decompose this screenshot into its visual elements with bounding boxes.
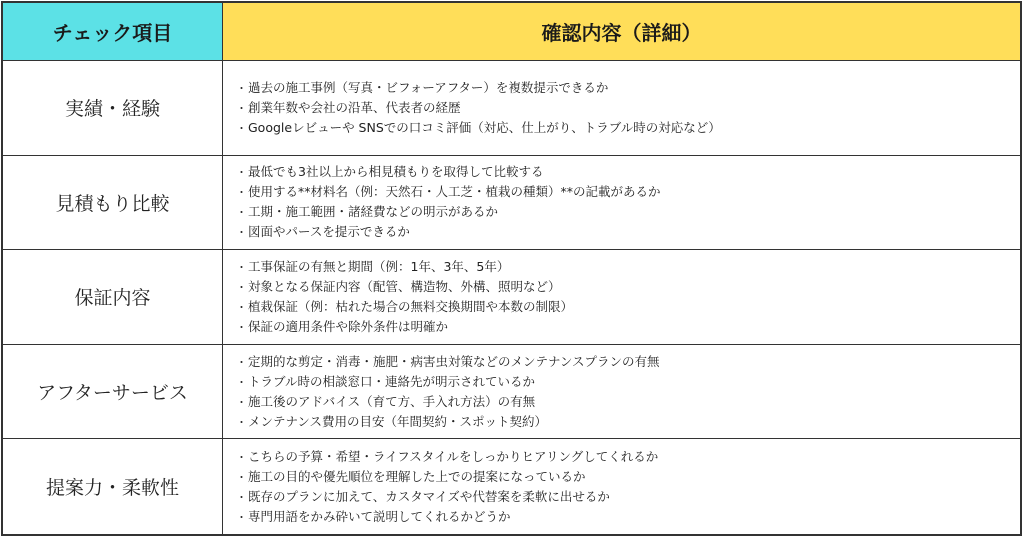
detail-item: ・ 創業年数や会社の沿革、代表者の経歴	[236, 98, 721, 118]
detail-item: ・ こちらの予算・希望・ライフスタイルをしっかりヒアリングしてくれるか	[236, 447, 658, 467]
row-details-after-service	[223, 345, 1020, 440]
detail-item: ・ 施工後のアドバイス（育て方、手入れ方法）の有無	[236, 392, 660, 412]
row-label: 見積もり比較	[55, 192, 170, 215]
row-label: アフターサービス	[37, 382, 188, 405]
detail-item: ・ 工期・施工範囲・諸経費などの明示があるか	[236, 202, 661, 222]
row-label-after-service	[3, 345, 223, 440]
detail-list	[236, 257, 573, 337]
detail-item: ・ 定期的な剪定・消毒・施肥・病害虫対策などのメンテナンスプランの有無	[236, 352, 660, 372]
detail-item: ・ 過去の施工事例（写真・ビフォーアフター）を複数提示できるか	[236, 78, 721, 98]
detail-item: ・ 専門用語をかみ砕いて説明してくれるかどうか	[236, 507, 658, 527]
row-label-estimate	[3, 156, 223, 251]
detail-item: ・ 工事保証の有無と期間（例：1年、3年、5年）	[236, 257, 573, 277]
header-details-label: 確認内容（詳細）	[541, 21, 702, 45]
detail-item: ・ 既存のプランに加えて、カスタマイズや代替案を柔軟に出せるか	[236, 487, 658, 507]
header-details	[223, 3, 1020, 61]
header-check-item	[3, 3, 223, 61]
detail-item: ・ トラブル時の相談窓口・連絡先が明示されているか	[236, 372, 660, 392]
detail-list	[236, 447, 658, 527]
detail-item: ・ 施工の目的や優先順位を理解した上での提案になっているか	[236, 467, 658, 487]
detail-item: ・ メンテナンス費用の目安（年間契約・スポット契約）	[236, 412, 660, 432]
row-label-proposal	[3, 439, 223, 534]
detail-item: ・ 図面やパースを提示できるか	[236, 222, 661, 242]
row-label-experience	[3, 61, 223, 156]
row-label: 提案力・柔軟性	[45, 477, 179, 500]
detail-item: ・ 最低でも3社以上から相見積もりを取得して比較する	[236, 162, 661, 182]
row-label: 保証内容	[74, 287, 151, 310]
detail-item: ・ 保証の適用条件や除外条件は明確か	[236, 317, 573, 337]
detail-item: ・ 使用する**材料名（例：天然石・人工芝・植栽の種類）**の記載があるか	[236, 182, 661, 202]
row-label: 実績・経験	[64, 98, 160, 121]
header-check-item-label: チェック項目	[52, 21, 173, 45]
detail-list	[236, 162, 661, 242]
row-details-experience	[223, 61, 1020, 156]
detail-item: ・ 植栽保証（例：枯れた場合の無料交換期間や本数の制限）	[236, 297, 573, 317]
row-label-warranty	[3, 250, 223, 345]
row-details-proposal	[223, 439, 1020, 534]
detail-item: ・ Googleレビューや SNSでの口コミ評価（対応、仕上がり、トラブル時の対応など）	[236, 118, 721, 138]
detail-item: ・ 対象となる保証内容（配管、構造物、外構、照明など）	[236, 277, 573, 297]
detail-list	[236, 352, 660, 432]
detail-list	[236, 78, 721, 138]
row-details-warranty	[223, 250, 1020, 345]
checklist-table	[1, 1, 1022, 536]
row-details-estimate	[223, 156, 1020, 251]
